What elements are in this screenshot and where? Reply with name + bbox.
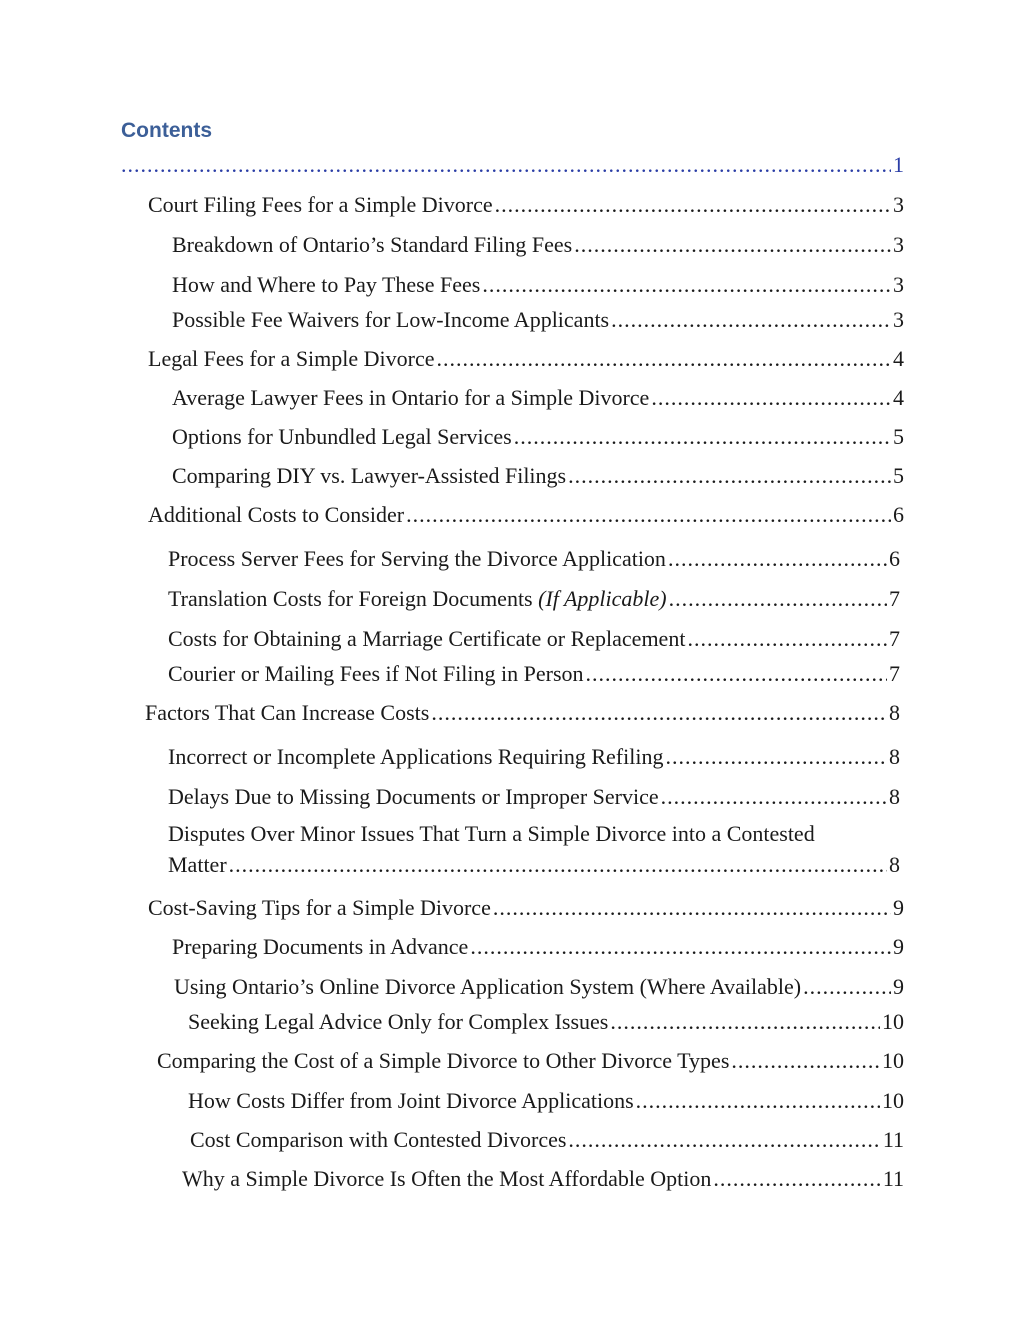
toc-leader-dots (437, 346, 891, 372)
toc-leader-dots (586, 661, 887, 687)
toc-leader-dots (665, 744, 887, 770)
toc-entry[interactable] (174, 974, 904, 1000)
toc-entry-label: Cost-Saving Tips for a Simple Divorce (148, 895, 491, 920)
toc-entry[interactable] (145, 700, 900, 726)
toc-entry-label-line1[interactable]: Disputes Over Minor Issues That Turn a Simple Divorce into a Contested (168, 821, 815, 846)
toc-entry[interactable] (172, 424, 904, 450)
toc-leader-dots (568, 463, 891, 489)
toc-page-number: 11 (882, 1127, 904, 1152)
toc-page-number: 3 (893, 272, 904, 297)
toc-page-number: 8 (889, 744, 900, 769)
toc-leader-dots (568, 1127, 880, 1153)
toc-leader-dots (406, 502, 891, 528)
toc-entry-label: Additional Costs to Consider (148, 502, 405, 527)
toc-leader-dots (651, 385, 891, 411)
toc-page-number: 8 (889, 784, 900, 809)
toc-leader-dots (493, 895, 891, 921)
toc-leader-dots (669, 586, 887, 612)
toc-leader-dots (121, 152, 891, 178)
toc-entry[interactable] (172, 272, 904, 298)
toc-entry-label-text: Translation Costs for Foreign Documents (168, 586, 533, 611)
toc-entry[interactable] (168, 546, 900, 572)
toc-leader-dots (803, 974, 891, 1000)
toc-page-number: 3 (893, 232, 904, 257)
toc-entry[interactable] (172, 463, 904, 489)
toc-leader-dots (610, 1009, 880, 1035)
toc-leader-dots (574, 232, 891, 258)
toc-entry[interactable] (188, 1009, 904, 1035)
toc-heading: Contents (121, 119, 212, 142)
toc-entry[interactable] (148, 895, 904, 921)
toc-page-number: 8 (889, 852, 900, 877)
toc-leader-dots (661, 784, 887, 810)
toc-entry[interactable] (188, 1088, 904, 1114)
toc-page-number: 4 (893, 385, 904, 410)
toc-leader-dots (229, 852, 887, 878)
toc-page-number: 3 (893, 192, 904, 217)
toc-page-number: 7 (889, 626, 900, 651)
toc-leader-dots (636, 1088, 880, 1114)
toc-entry-label: Incorrect or Incomplete Applications Requiring Refiling (168, 744, 664, 769)
toc-entry-label: Legal Fees for a Simple Divorce (148, 346, 435, 371)
toc-entry[interactable] (168, 784, 900, 810)
toc-entry-label: Breakdown of Ontario’s Standard Filing Fees (172, 232, 573, 257)
toc-entry-label: Delays Due to Missing Documents or Improper Service (168, 784, 659, 809)
toc-entry-label: Possible Fee Waivers for Low-Income Applicants (172, 307, 610, 332)
toc-entry[interactable] (172, 232, 904, 258)
toc-entry-label: Comparing DIY vs. Lawyer-Assisted Filings (172, 463, 567, 488)
toc-entry[interactable] (172, 934, 904, 960)
toc-entry-label: Average Lawyer Fees in Ontario for a Simple Divorce (172, 385, 650, 410)
toc-entry-label: Options for Unbundled Legal Services (172, 424, 512, 449)
toc-entry-label: How and Where to Pay These Fees (172, 272, 481, 297)
toc-leader-dots (611, 307, 891, 333)
toc-page-number: 7 (889, 586, 900, 611)
toc-leader-dots (687, 626, 887, 652)
toc-entry[interactable] (190, 1127, 904, 1153)
toc-entry[interactable] (148, 346, 904, 372)
toc-page-number: 7 (889, 661, 900, 686)
toc-entry-label: Courier or Mailing Fees if Not Filing in Person (168, 661, 584, 686)
toc-page-number: 3 (893, 307, 904, 332)
toc-entry-label: Why a Simple Divorce Is Often the Most Affordable Option (182, 1166, 712, 1191)
toc-entry-label: Using Ontario’s Online Divorce Application System (Where Available) (174, 974, 802, 999)
toc-page-number: 5 (893, 424, 904, 449)
toc-page-number: 9 (893, 934, 904, 959)
toc-page-number: 5 (893, 463, 904, 488)
toc-leader-dots (713, 1166, 880, 1192)
toc-page-number: 8 (889, 700, 900, 725)
toc-page-number: 11 (882, 1166, 904, 1191)
toc-page-number: 4 (893, 346, 904, 371)
toc-entry[interactable] (148, 192, 904, 218)
toc-entry-label: Preparing Documents in Advance (172, 934, 469, 959)
toc-entry[interactable] (168, 626, 900, 652)
toc-entry[interactable] (182, 1166, 904, 1192)
toc-page-number: 1 (893, 152, 904, 177)
toc-page-number: 9 (893, 974, 904, 999)
toc-entry-label: Costs for Obtaining a Marriage Certificate or Replacement (168, 626, 686, 651)
toc-entry[interactable] (157, 1048, 904, 1074)
toc-entry[interactable] (172, 385, 904, 411)
toc-entry[interactable] (168, 586, 900, 612)
toc-leader-dots (668, 546, 887, 572)
toc-leader-dots (431, 700, 887, 726)
toc-entry-label (168, 586, 667, 612)
toc-entry-label: Cost Comparison with Contested Divorces (190, 1127, 567, 1152)
toc-entry[interactable] (168, 744, 900, 770)
toc-leader-dots (514, 424, 891, 450)
toc-page-number: 10 (882, 1009, 904, 1034)
toc-page-number: 10 (882, 1088, 904, 1113)
toc-entry[interactable] (148, 502, 904, 528)
toc-entry-label-italic: (If Applicable) (538, 586, 667, 611)
toc-entry[interactable] (168, 661, 900, 687)
toc-entry-label: How Costs Differ from Joint Divorce Applications (188, 1088, 634, 1113)
toc-entry-label: Factors That Can Increase Costs (145, 700, 430, 725)
toc-leader-dots (495, 192, 891, 218)
toc-entry-label: Comparing the Cost of a Simple Divorce to Other Divorce Types (157, 1048, 730, 1073)
toc-page-number: 9 (893, 895, 904, 920)
toc-entry-label: Seeking Legal Advice Only for Complex Issues (188, 1009, 609, 1034)
toc-entry-label: Court Filing Fees for a Simple Divorce (148, 192, 493, 217)
toc-page-number: 6 (889, 546, 900, 571)
toc-entry[interactable] (168, 852, 900, 878)
toc-leader-dots (731, 1048, 880, 1074)
toc-entry[interactable] (172, 307, 904, 333)
toc-page-number: 10 (882, 1048, 904, 1073)
toc-leader-dots (470, 934, 891, 960)
toc-entry-label: Process Server Fees for Serving the Divorce Application (168, 546, 666, 571)
toc-link-entry[interactable] (121, 152, 904, 178)
toc-leader-dots (482, 272, 891, 298)
toc-page-number: 6 (893, 502, 904, 527)
toc-entry-label: Matter (168, 852, 227, 877)
